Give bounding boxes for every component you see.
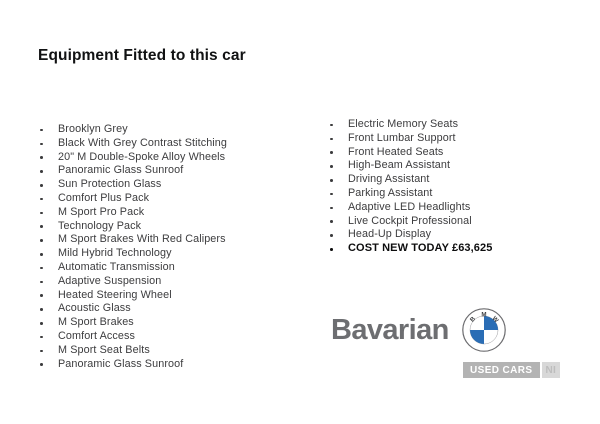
equipment-item: High-Beam Assistant [328, 159, 578, 173]
used-cars-badge [463, 362, 560, 378]
equipment-item: Live Cockpit Professional [328, 215, 578, 229]
equipment-item: M Sport Brakes With Red Calipers [38, 233, 308, 247]
dealer-logo [331, 308, 506, 352]
equipment-item: Technology Pack [38, 220, 308, 234]
equipment-item: Comfort Access [38, 330, 308, 344]
dealer-wordmark: Bavarian [331, 313, 449, 346]
roundel-letter-w: W [490, 315, 500, 325]
used-cars-label: USED CARS [463, 362, 540, 378]
equipment-item: M Sport Pro Pack [38, 206, 308, 220]
equipment-item: Electric Memory Seats [328, 118, 578, 132]
equipment-item: Black With Grey Contrast Stitching [38, 137, 308, 151]
equipment-item: M Sport Seat Belts [38, 344, 308, 358]
equipment-item: Adaptive Suspension [38, 275, 308, 289]
equipment-item: Adaptive LED Headlights [328, 201, 578, 215]
equipment-item: Front Heated Seats [328, 146, 578, 160]
page-title: Equipment Fitted to this car [38, 47, 246, 65]
region-ni-label: NI [542, 362, 561, 378]
bmw-roundel-icon [462, 308, 506, 352]
equipment-item: Panoramic Glass Sunroof [38, 358, 308, 372]
equipment-list-right [328, 118, 578, 256]
equipment-item: M Sport Brakes [38, 316, 308, 330]
roundel-letter-b: B [468, 315, 477, 324]
equipment-item: COST NEW TODAY £63,625 [328, 242, 578, 256]
equipment-item: Mild Hybrid Technology [38, 247, 308, 261]
equipment-item: 20" M Double-Spoke Alloy Wheels [38, 151, 308, 165]
equipment-item: Heated Steering Wheel [38, 289, 308, 303]
equipment-item: Front Lumbar Support [328, 132, 578, 146]
equipment-item: Acoustic Glass [38, 302, 308, 316]
roundel-letter-m: M [481, 311, 487, 319]
equipment-item: Sun Protection Glass [38, 178, 308, 192]
equipment-list-left [38, 123, 308, 371]
equipment-item: Head-Up Display [328, 228, 578, 242]
equipment-item: Driving Assistant [328, 173, 578, 187]
equipment-item: Brooklyn Grey [38, 123, 308, 137]
equipment-item: Automatic Transmission [38, 261, 308, 275]
equipment-item: Parking Assistant [328, 187, 578, 201]
equipment-item: Panoramic Glass Sunroof [38, 164, 308, 178]
equipment-item: Comfort Plus Pack [38, 192, 308, 206]
